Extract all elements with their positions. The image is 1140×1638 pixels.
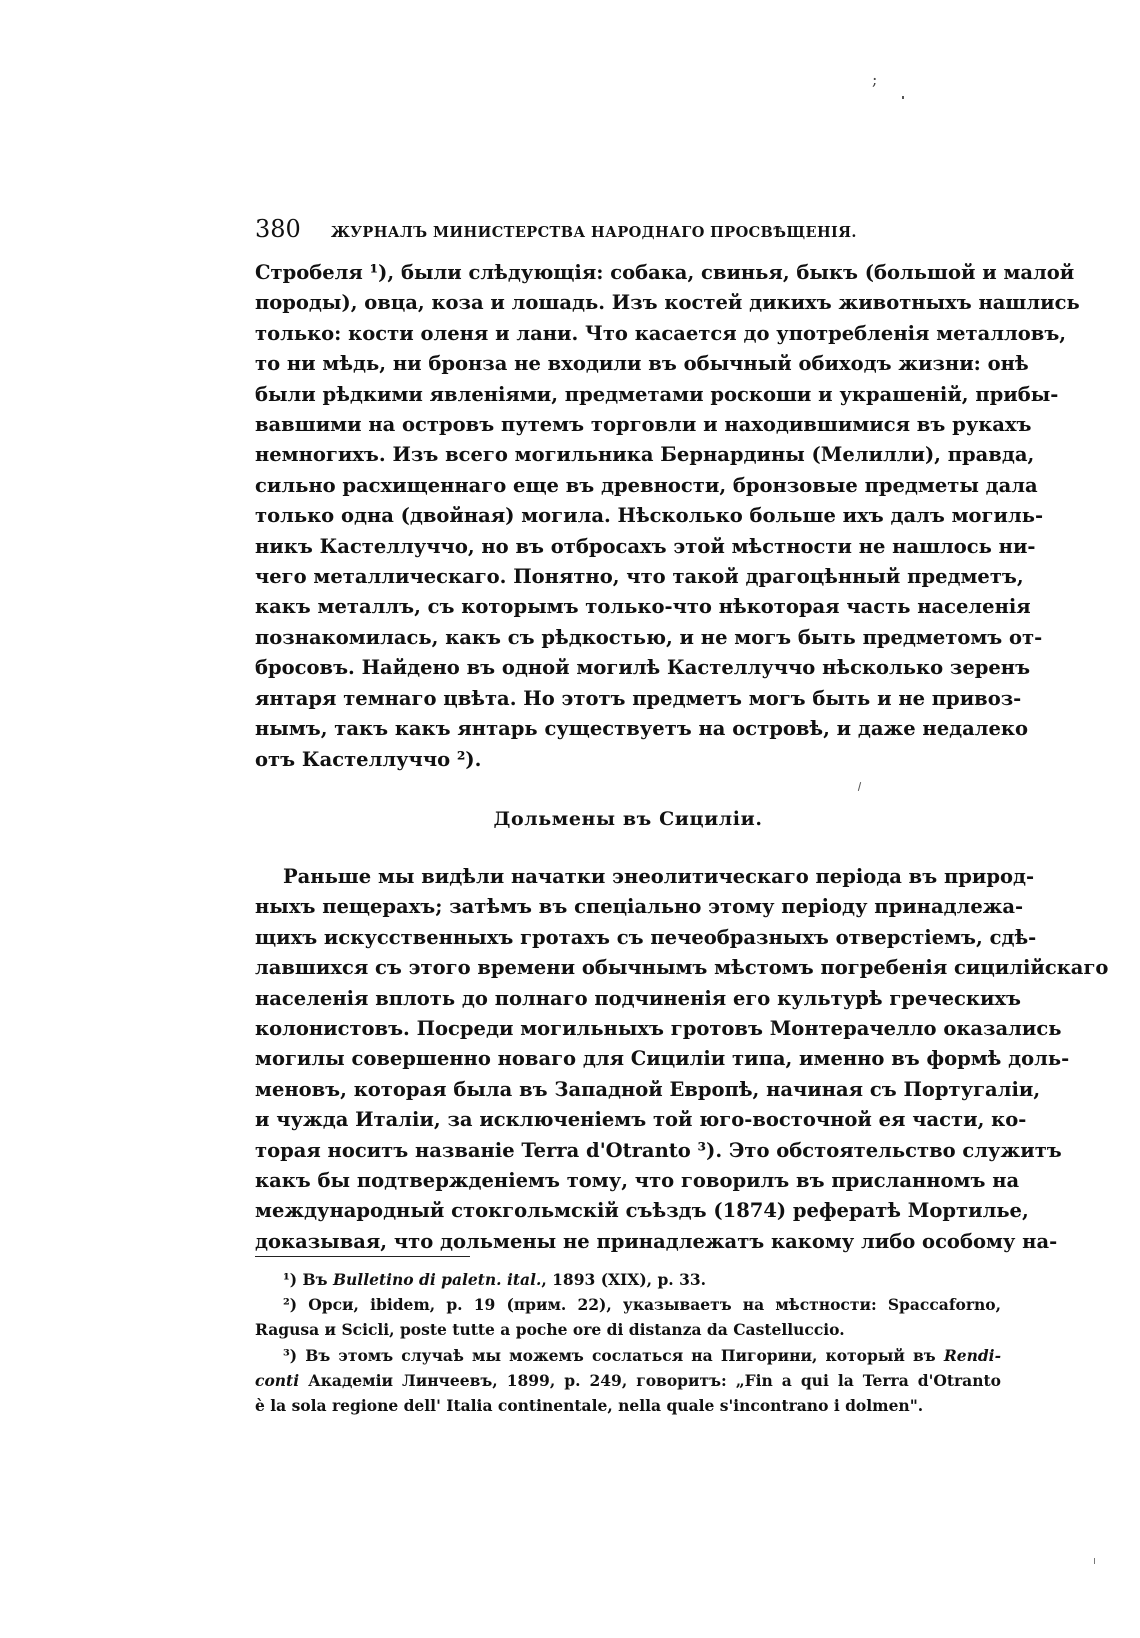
- text-line: бросовъ. Найдено въ одной могилѣ Кастеллуччо нѣсколько зеренъ: [255, 656, 1031, 680]
- footnote-mark: ²): [283, 1295, 298, 1315]
- text-line: никъ Кастеллуччо, но въ отбросахъ этой мѣстности не нашлось ни-: [255, 534, 1036, 558]
- section-paragraph: [255, 862, 1109, 1257]
- text-line: познакомилась, какъ съ рѣдкостью, и не могъ быть предметомъ от-: [255, 625, 1043, 649]
- running-head: ЖУРНАЛЪ МИНИСТЕРСТВА НАРОДНАГО ПРОСВѢЩЕНІЯ.: [330, 224, 857, 241]
- text-line: населенія вплоть до полнаго подчиненія его культурѣ греческихъ: [255, 986, 1022, 1010]
- text-line: янтаря темнаго цвѣта. Но этотъ предметъ могъ быть и не привоз-: [255, 686, 1022, 710]
- text-line: вавшими на островъ путемъ торговли и находившимися въ рукахъ: [255, 413, 1032, 437]
- margin-mark: ;: [872, 70, 878, 89]
- text-line: колонистовъ. Посреди могильныхъ гротовъ Монтерачелло оказались: [255, 1017, 1062, 1041]
- footnote-mark: ³): [283, 1345, 298, 1365]
- footnote-text: Въ: [302, 1270, 328, 1289]
- footnote-text: , 1893 (XIX), p. 33.: [541, 1270, 707, 1289]
- margin-dot-right: [1094, 1558, 1095, 1564]
- text-line: породы), овца, коза и лошадь. Изъ костей дикихъ животныхъ нашлись: [255, 291, 1080, 315]
- text-line: Стробеля ¹), были слѣдующія: собака, свинья, быкъ (большой и малой: [255, 261, 1075, 284]
- footnote-title: conti: [255, 1370, 300, 1390]
- text-line: только: кости оленя и лани. Что касается до употребленія металловъ,: [255, 321, 1067, 345]
- footnote-separator: [255, 1256, 470, 1257]
- page-number: 380: [255, 215, 301, 243]
- text-line: только одна (двойная) могила. Нѣсколько больше ихъ далъ могиль-: [255, 504, 1044, 528]
- footnote-1: [255, 1267, 1001, 1292]
- text-line: доказывая, что дольмены не принадлежатъ какому либо особому на-: [255, 1229, 1058, 1253]
- text-line: чего металлическаго. Понятно, что такой драгоцѣнный предметъ,: [255, 565, 1024, 589]
- text-line: какъ бы подтвержденіемъ тому, что говорилъ въ присланномъ на: [255, 1169, 1020, 1193]
- text-line: ныхъ пещерахъ; затѣмъ въ спеціально этому періоду принадлежа-: [255, 895, 1024, 919]
- text-line: могилы совершенно новаго для Сициліи типа, именно въ формѣ доль-: [255, 1047, 1070, 1071]
- footnote-mark: ¹): [283, 1270, 298, 1289]
- text-line: какъ металлъ, съ которымъ только-что нѣкоторая часть населенія: [255, 595, 1031, 619]
- footnote-3-cont: [255, 1368, 1001, 1393]
- margin-tick: [858, 782, 861, 791]
- margin-dot: [902, 96, 904, 99]
- text-line: и чужда Италіи, за исключеніемъ той юго-восточной ея части, ко-: [255, 1108, 1027, 1132]
- text-line: Раньше мы видѣли начатки энеолитическаго періода въ природ-: [283, 865, 1035, 888]
- body-paragraph: [255, 258, 1080, 775]
- footnote-title: Rendi-: [943, 1345, 1001, 1365]
- text-line: щихъ искусственныхъ гротахъ съ печеобразныхъ отверстіемъ, сдѣ-: [255, 925, 1037, 949]
- footnotes: [255, 1267, 1001, 1418]
- page-header: [255, 215, 915, 243]
- footnote-2: [255, 1292, 1001, 1317]
- text-line: сильно расхищеннаго еще въ древности, бронзовые предметы дала: [255, 473, 1038, 497]
- text-line: торая носитъ названіе Terra d'Otranto ³). Это обстоятельство служитъ: [255, 1138, 1062, 1162]
- section-heading: Дольмены въ Сициліи.: [493, 808, 763, 830]
- footnote-3-end: è la sola regione dell' Italia continentale, nella quale s'incontrano i dolmen".: [255, 1396, 924, 1416]
- footnote-2-cont: Ragusa и Scicli, poste tutte a poche ore di distanza da Castelluccio.: [255, 1320, 845, 1340]
- text-line: отъ Кастеллуччо ²).: [255, 747, 482, 771]
- text-line: были рѣдкими явленіями, предметами роскоши и украшеній, прибы-: [255, 382, 1059, 406]
- footnote-text: Орси, ibidem, p. 19 (прим. 22), указываетъ на мѣстности: Spaccaforno,: [308, 1295, 1001, 1315]
- footnote-text: Въ этомъ случаѣ мы можемъ сослаться на Пигорини, который въ: [305, 1345, 936, 1365]
- text-line: немногихъ. Изъ всего могильника Бернардины (Мелилли), правда,: [255, 443, 1035, 467]
- text-line: лавшихся съ этого времени обычнымъ мѣстомъ погребенія сицилійскаго: [255, 956, 1109, 980]
- text-line: нымъ, такъ какъ янтарь существуетъ на островѣ, и даже недалеко: [255, 717, 1028, 741]
- text-line: международный стокгольмскій съѣздъ (1874) рефератѣ Мортилье,: [255, 1199, 1029, 1223]
- text-line: то ни мѣдь, ни бронза не входили въ обычный обиходъ жизни: онѣ: [255, 352, 1029, 376]
- footnote-3: [255, 1343, 1001, 1368]
- footnote-text: Академіи Линчеевъ, 1899, p. 249, говоритъ: „Fin a qui la Terra d'Otranto: [308, 1370, 1001, 1390]
- text-line: меновъ, которая была въ Западной Европѣ, начиная съ Португаліи,: [255, 1077, 1041, 1101]
- footnote-title: Bulletino di paletn. ital.: [332, 1270, 542, 1289]
